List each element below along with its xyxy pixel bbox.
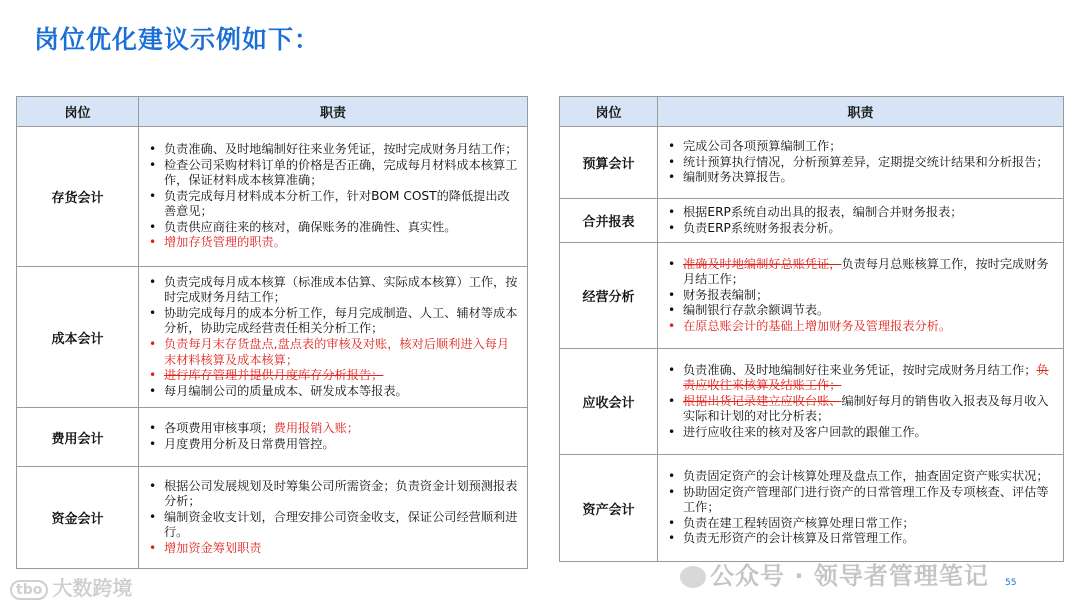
duty-text-removed: 根据出货记录建立应收台账、	[683, 393, 842, 408]
duty-list	[147, 142, 521, 251]
table-row	[560, 127, 1064, 199]
duty-text: 负责每月总账核算工作，按时完成财务月结工作；	[683, 256, 1049, 287]
role-name: 费用会计	[17, 408, 139, 467]
table-row	[17, 408, 528, 467]
role-name: 资产会计	[560, 455, 658, 562]
duty-item: • 根据公司发展规划及时筹集公司所需资金；负责资金计划预测报表分析；	[147, 479, 521, 510]
role-name: 经营分析	[560, 243, 658, 349]
duty-item: • 检查公司采购材料订单的价格是否正确，完成每月材料成本核算工作，保证材料成本核算准确；	[147, 158, 521, 189]
watermark-right-text: 公众号 · 领导者管理笔记	[710, 562, 989, 590]
left-duty-table	[16, 96, 528, 569]
role-column-header: 岗位	[560, 97, 658, 127]
role-name: 成本会计	[17, 267, 139, 408]
duty-item: • 编制银行存款余额调节表。	[666, 303, 1057, 319]
duty-text-removed: 负责应收往来核算及结账工作；	[683, 362, 1049, 393]
duty-item: • 协助固定资产管理部门进行资产的日常管理工作及专项核查、评估等工作；	[666, 485, 1057, 516]
duty-item: • 负责完成每月材料成本分析工作，针对BOM COST的降低提出改善意见；	[147, 189, 521, 220]
duty-item: • 财务报表编制；	[666, 288, 1057, 304]
duty-item-added: • 增加资金筹划职责	[147, 541, 521, 557]
duty-item: • 完成公司各项预算编制工作；	[666, 139, 1057, 155]
duty-item-added: • 负责每月末存货盘点,盘点表的审核及对账，核对后顺利进入每月末材料核算及成本核算；	[147, 337, 521, 368]
role-name: 预算会计	[560, 127, 658, 199]
watermark-logo-icon: tbo	[10, 580, 48, 600]
role-name: 资金会计	[17, 467, 139, 569]
watermark-left	[10, 572, 132, 601]
table-row	[560, 349, 1064, 455]
duty-item: • 协助完成每月的成本分析工作，每月完成制造、人工、辅材等成本分析，协助完成经营责任相关分析工作；	[147, 306, 521, 337]
duty-text-added: 费用报销入账；	[273, 421, 359, 436]
duty-item: • 每月编制公司的质量成本、研发成本等报表。	[147, 384, 521, 400]
watermark-left-text: 大数跨境	[52, 576, 133, 600]
table-row	[560, 243, 1064, 349]
page-title: 岗位优化建议示例如下：	[34, 25, 321, 54]
duty-list	[666, 257, 1057, 335]
duties-column-header: 职责	[658, 97, 1064, 127]
role-name: 合并报表	[560, 199, 658, 243]
duty-item: • 负责供应商往来的核对，确保账务的准确性、真实性。	[147, 220, 521, 236]
duty-text: 各项费用审核事项；	[164, 421, 274, 436]
duty-item: • 负责ERP系统财务报表分析。	[666, 221, 1057, 237]
duty-list	[147, 421, 521, 452]
duty-item	[147, 421, 521, 437]
table-row	[17, 467, 528, 569]
table-row	[17, 267, 528, 408]
duty-item: • 编制财务决算报告。	[666, 170, 1057, 186]
duty-list	[666, 139, 1057, 186]
duty-item: • 进行应收往来的核对及客户回款的跟催工作。	[666, 425, 1057, 441]
role-column-header: 岗位	[17, 97, 139, 127]
duty-item: • 负责固定资产的会计核算处理及盘点工作，抽查固定资产账实状况；	[666, 469, 1057, 485]
wechat-icon	[680, 566, 706, 588]
page-number: 55	[1005, 578, 1017, 588]
duty-list	[147, 479, 521, 557]
watermark-right	[680, 556, 989, 591]
duty-item: • 编制资金收支计划，合理安排公司资金收支，保证公司经营顺利进行。	[147, 510, 521, 541]
duty-text-removed: 准确及时地编制好总账凭证，	[683, 256, 842, 271]
duty-item: • 负责完成每月成本核算（标准成本估算、实际成本核算）工作，按时完成财务月结工作；	[147, 275, 521, 306]
duty-list	[147, 275, 521, 400]
table-row	[560, 199, 1064, 243]
table-row	[560, 455, 1064, 562]
duty-item-added: • 在原总账会计的基础上增加财务及管理报表分析。	[666, 319, 1057, 335]
role-name: 应收会计	[560, 349, 658, 455]
right-duty-table	[559, 96, 1064, 562]
duty-list	[666, 363, 1057, 441]
duty-item-added: • 增加存货管理的职责。	[147, 235, 521, 251]
duty-item	[666, 394, 1057, 425]
duties-column-header: 职责	[139, 97, 528, 127]
duty-item-removed: • 进行库存管理并提供月度库存分析报告；	[147, 368, 521, 384]
duty-item: • 月度费用分析及日常费用管控。	[147, 437, 521, 453]
duty-list	[666, 205, 1057, 236]
duty-item: • 负责准确、及时地编制好往来业务凭证，按时完成财务月结工作；	[147, 142, 521, 158]
duty-text: 编制好每月的销售收入报表及每月收入实际和计划的对比分析表；	[683, 393, 1049, 424]
duty-item: • 统计预算执行情况，分析预算差异，定期提交统计结果和分析报告；	[666, 155, 1057, 171]
duty-item: • 负责在建工程转固资产核算处理日常工作；	[666, 516, 1057, 532]
duty-list	[666, 469, 1057, 547]
role-name: 存货会计	[17, 127, 139, 267]
duty-item	[666, 257, 1057, 288]
duty-text: 负责准确、及时地编制好往来业务凭证，按时完成财务月结工作；	[683, 362, 1037, 377]
duty-item: • 负责无形资产的会计核算及日常管理工作。	[666, 531, 1057, 547]
duty-item	[666, 363, 1057, 394]
duty-item: • 根据ERP系统自动出具的报表，编制合并财务报表；	[666, 205, 1057, 221]
table-row	[17, 127, 528, 267]
